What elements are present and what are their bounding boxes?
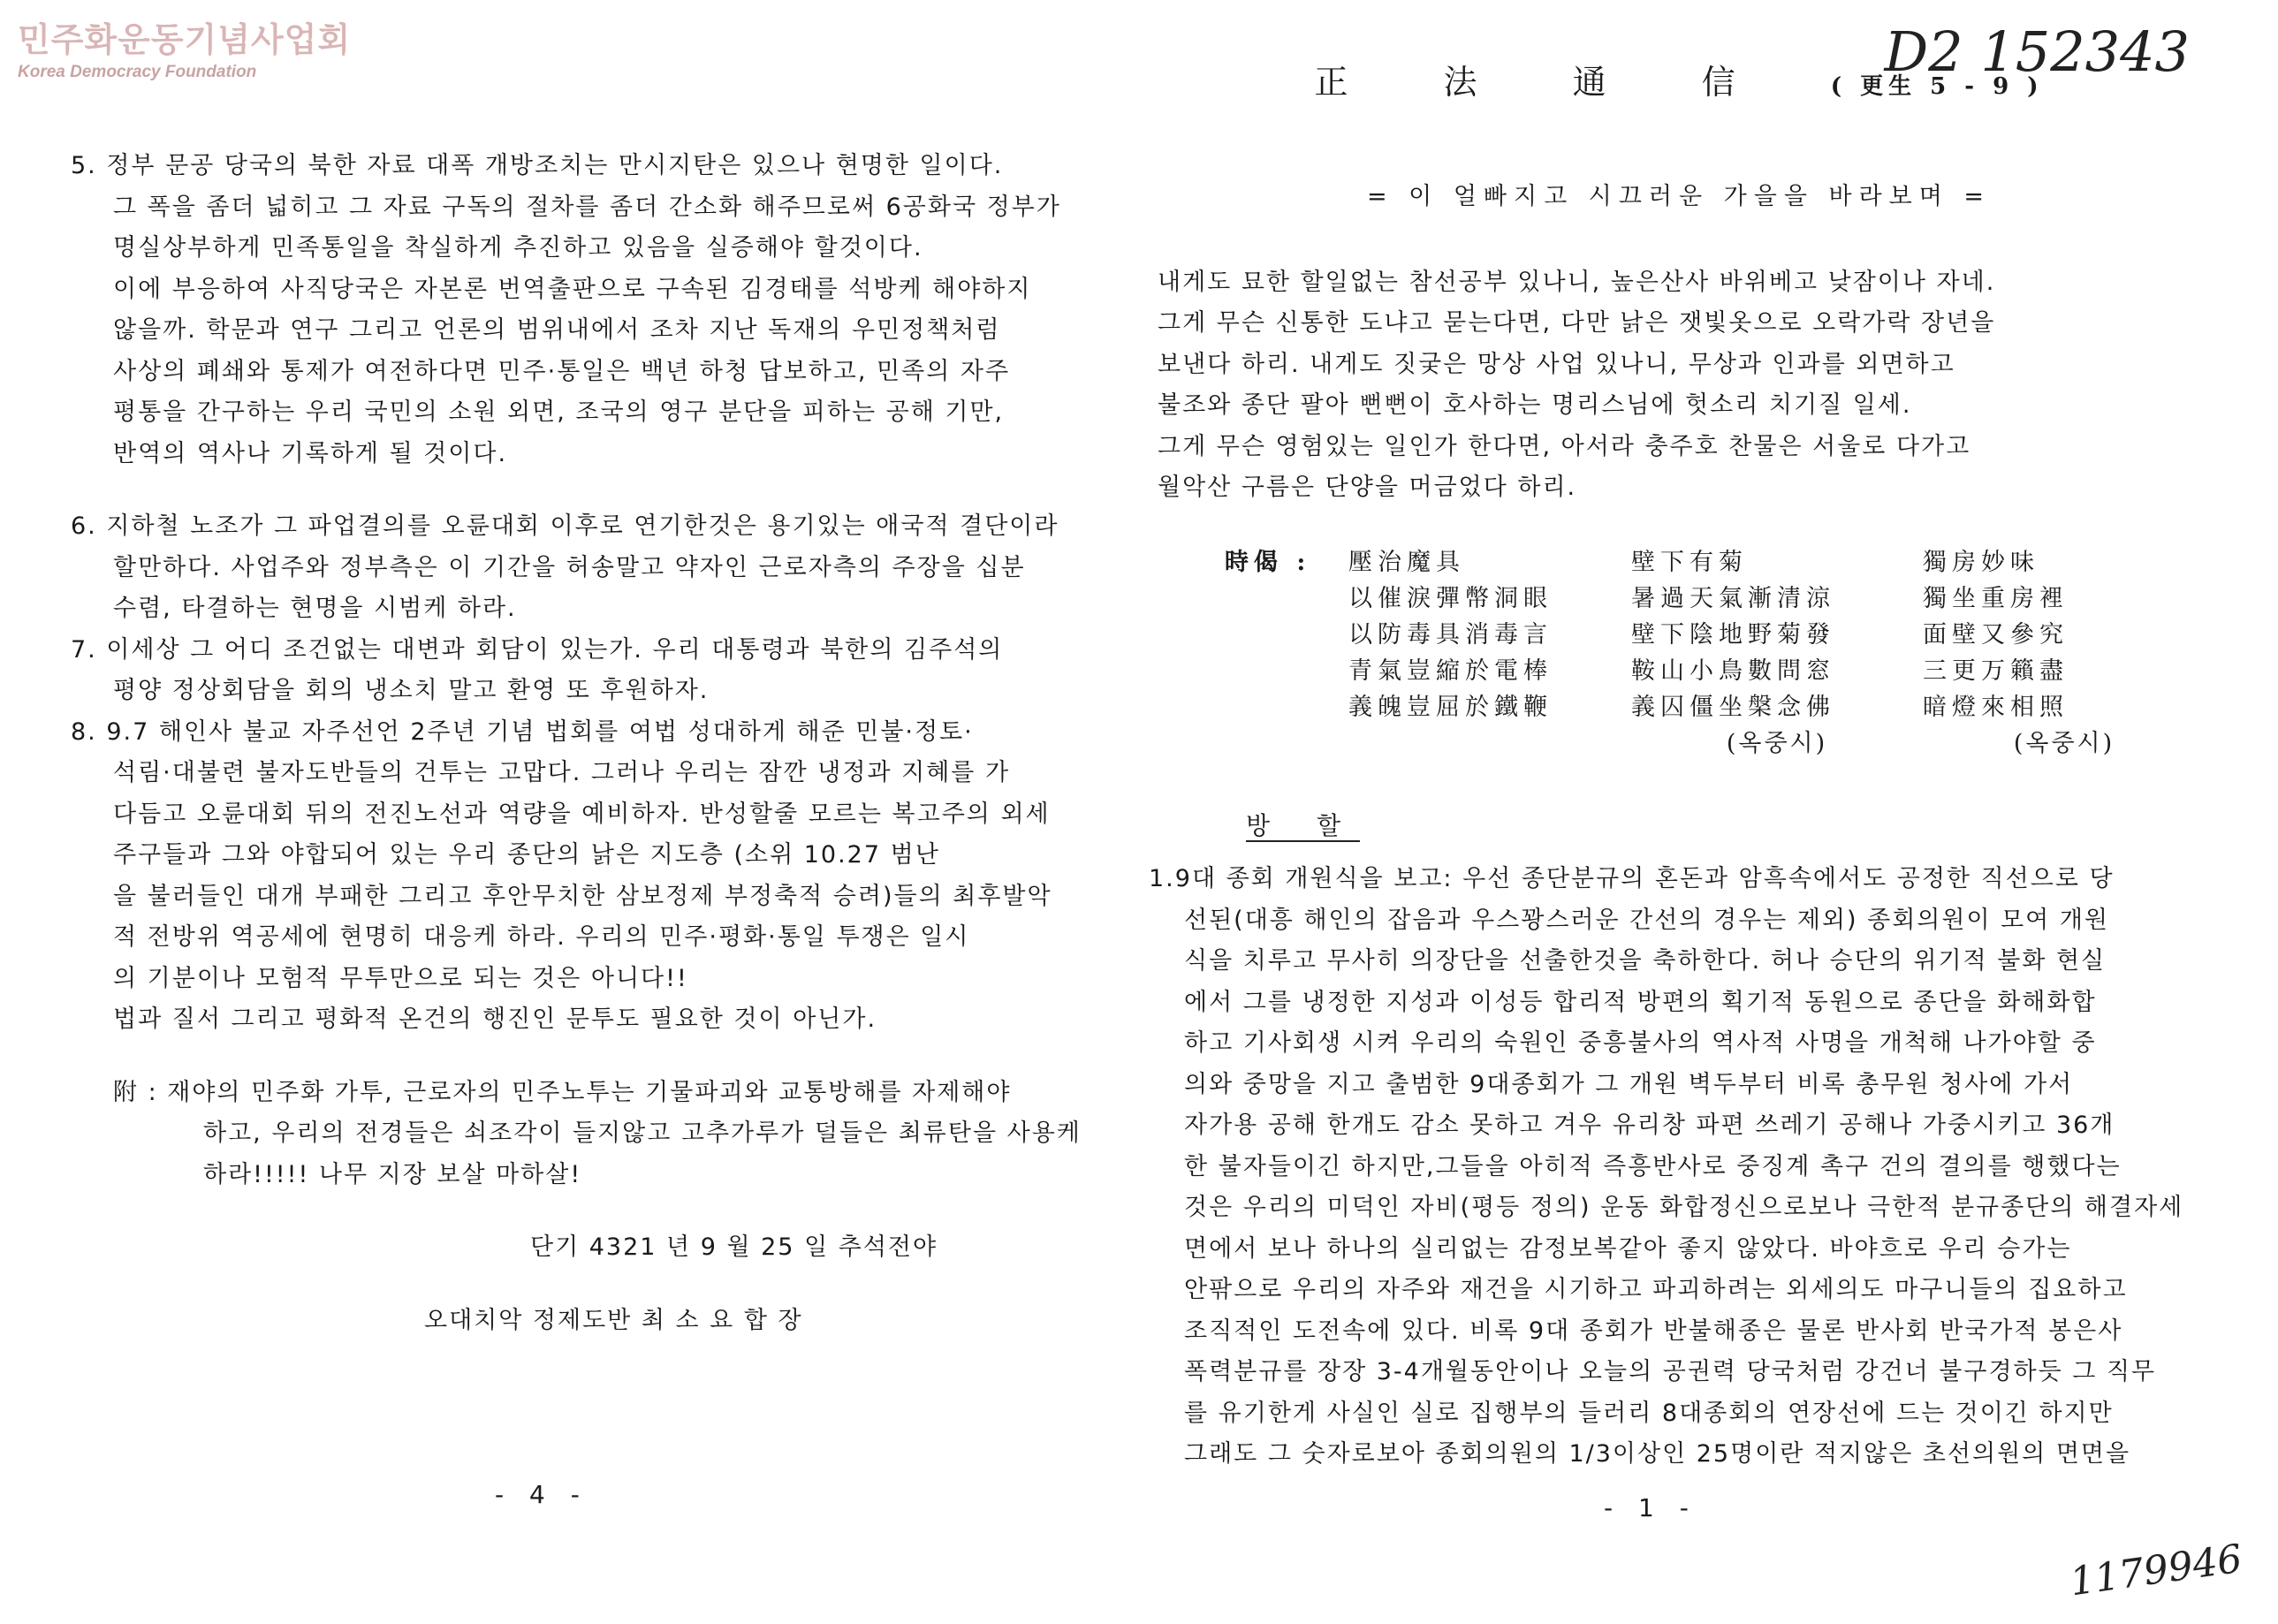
text-line: 한 불자들이긴 하지만,그들을 아히적 즉흥반사로 중징계 촉구 건의 결의를 행했다는 [1184, 1152, 2122, 1180]
page-number-right: - 1 - [1604, 1493, 1697, 1522]
sijo-label: 時偈 : [1225, 548, 1311, 576]
text-line: 주구들과 그와 야합되어 있는 우리 종단의 낡은 지도층 (소위 10.27 범난 [113, 841, 940, 869]
right-page [1149, 62, 2200, 1476]
section-heading [1246, 806, 2200, 847]
poem-line: 불조와 종단 팔아 뻔뻔이 호사하는 명리스님에 헛소리 치기질 일세. [1158, 391, 1912, 419]
text-line: 하고, 우리의 전경들은 쇠조각이 들지않고 고추가루가 덜들은 최류탄을 사용케 [203, 1119, 1082, 1147]
newsletter-title [1158, 62, 2200, 141]
sijo-column [1923, 544, 2206, 762]
text-line: 평양 정상회담을 회의 냉소치 말고 환영 또 후원하자. [113, 677, 710, 704]
text-line: 폭력분규를 장장 3-4개월동안이나 오늘의 공권력 당국처럼 강건너 불구경하듯 그 직무 [1184, 1358, 2157, 1385]
sijo-column [1348, 544, 1631, 762]
poem-line: 내게도 묘한 할일없는 참선공부 있나니, 높은산사 바위베고 낮잠이나 자네. [1158, 268, 1996, 296]
text-line: 의 기분이나 모험적 무투만으로 되는 것은 아니다!! [113, 964, 688, 992]
text-line: 명실상부하게 민족통일을 착실하게 추진하고 있음을 실증해야 할것이다. [113, 234, 923, 262]
section-body [1149, 859, 2200, 1476]
sijo-line: 壁下陰地野菊發 [1631, 620, 1835, 649]
text-line: 식을 치루고 무사히 의장단을 선출한것을 축하한다. 허나 승단의 위기적 불화 현실 [1184, 947, 2107, 975]
sijo-column [1631, 544, 1923, 762]
poem-line: 보낸다 하리. 내게도 짓궂은 망상 사업 있나니, 무상과 인과를 외면하고 [1158, 350, 1955, 378]
text-line: 적 전방위 역공세에 현명히 대응케 하라. 우리의 민주·평화·통일 투쟁은 일시 [113, 923, 970, 951]
text-line: 하고 기사회생 시켜 우리의 숙원인 중흥불사의 역사적 사명을 개척해 나가야할 중 [1184, 1029, 2097, 1057]
watermark-english: Korea Democracy Foundation [18, 63, 257, 81]
text-line: 것은 우리의 미덕인 자비(평등 정의) 운동 화합정신으로보나 극한적 분규종단의 해결자세 [1184, 1194, 2184, 1221]
title-issue: ( 更生 5 - 9 ) [1830, 73, 2044, 100]
sijo-line: 獨房妙味 [1923, 548, 2039, 576]
text-line: 의와 중망을 지고 출범한 9대종회가 그 개원 벽두부터 비록 총무원 청사에 가서 [1184, 1070, 2074, 1098]
text-line: 5. 정부 문공 당국의 북한 자료 대폭 개방조치는 만시지탄은 있으나 현명한 일이다. [71, 152, 1004, 179]
archive-stamp-top: D2 152343 [1884, 19, 2190, 84]
watermark [18, 12, 351, 82]
text-line: 자가용 공해 한개도 감소 못하고 겨우 유리창 파편 쓰레기 공해나 가중시키고 36개 [1184, 1112, 2115, 1139]
archive-stamp-bottom: 1179946 [2067, 1536, 2245, 1605]
date-line: 단기 4321 년 9 월 25 일 추석전야 [530, 1233, 938, 1261]
sijo-line: 壁下有菊 [1631, 548, 1748, 576]
text-line: 이에 부응하여 사직당국은 자본론 번역출판으로 구속된 김경태를 석방케 해야하지 [113, 275, 1032, 303]
text-line: 반역의 역사나 기록하게 될 것이다. [113, 439, 508, 467]
sijo-block [1225, 544, 2200, 762]
text-line: 다듬고 오륜대회 뒤의 전진노선과 역량을 예비하자. 반성할줄 모르는 복고주의 외세 [113, 800, 1051, 828]
text-line: 1.9대 종회 개원식을 보고: 우선 종단분규의 혼돈과 암흑속에서도 공정한 직선으로 당 [1149, 865, 2115, 892]
text-line: 않을까. 학문과 연구 그리고 언론의 범위내에서 조차 지난 독재의 우민정책처럼 [113, 316, 1001, 344]
text-line: 석림·대불련 불자도반들의 건투는 고맙다. 그러나 우리는 잠깐 냉정과 지혜를 가 [113, 759, 1011, 786]
text-line: 8. 9.7 해인사 불교 자주선언 2주년 기념 법회를 여법 성대하게 해준 민불·정토· [71, 717, 974, 746]
sijo-source: (옥중시) [1726, 729, 1828, 757]
text-line: 할만하다. 사업주와 정부측은 이 기간을 허송말고 약자인 근로자측의 주장을 십분 [113, 553, 1026, 581]
sijo-line: 鞍山小鳥數問窓 [1631, 656, 1835, 685]
page-number-left: - 4 - [495, 1480, 588, 1509]
text-line: 조직적인 도전속에 있다. 비록 9대 종회가 반불해종은 물론 반사회 반국가적 봉은사 [1184, 1317, 2123, 1345]
text-line: 안팎으로 우리의 자주와 재건을 시기하고 파괴하려는 외세의도 마구니들의 집요하고 [1184, 1276, 2128, 1303]
text-line: 를 유기한게 사실인 실로 집행부의 들러리 8대종회의 연장선에 드는 것이긴 하지만 [1184, 1399, 2114, 1427]
sijo-line: 暑過天氣漸清涼 [1631, 584, 1835, 612]
sijo-line: 面壁又參究 [1923, 620, 2069, 649]
text-line: 6. 지하철 노조가 그 파업결의를 오륜대회 이후로 연기한것은 용기있는 애국적 결단이라 [71, 512, 1059, 540]
text-line: 7. 이세상 그 어디 조건없는 대변과 회담이 있는가. 우리 대통령과 북한의 김주석의 [71, 635, 1004, 664]
text-line: 附 : 재야의 민주화 가투, 근로자의 민주노투는 기물파괴와 교통방해를 자제해야 [113, 1078, 1012, 1106]
sijo-line: 義囚僵坐槃念佛 [1631, 693, 1835, 721]
section-heading-text: 방 할 [1246, 810, 1360, 840]
text-line: 면에서 보나 하나의 실리없는 감정보복같아 좋지 않았다. 바야흐로 우리 승가는 [1184, 1234, 2072, 1263]
sijo-line: 壓治魔具 [1348, 548, 1465, 576]
left-page [71, 146, 1113, 1341]
text-line: 에서 그를 냉정한 지성과 이성등 합리적 방편의 획기적 동원으로 종단을 화해화합 [1184, 988, 2097, 1016]
sijo-line: 以防毒具消毒言 [1348, 620, 1553, 649]
sijo-line: 義魄豈屈於鐵鞭 [1348, 693, 1553, 721]
text-line: 수렴, 타결하는 현명을 시범케 하라. [113, 595, 517, 622]
text-line: 법과 질서 그리고 평화적 온건의 행진인 문투도 필요한 것이 아닌가. [113, 1006, 877, 1033]
sijo-source: (옥중시) [2013, 729, 2115, 757]
text-line: 그래도 그 숫자로보아 종회의원의 1/3이상인 25명이란 적지않은 초선의원의 면면을 [1184, 1440, 2131, 1468]
watermark-korean: 민주화운동기념사업회 [18, 20, 352, 59]
poem-line: 그게 무슨 영험있는 일인가 한다면, 아서라 충주호 찬물은 서울로 다가고 [1158, 432, 1971, 460]
subtitle: = 이 얼빠지고 시끄러운 가을을 바라보며 = [1366, 183, 1992, 210]
title-text: 正 法 通 信 [1314, 63, 1778, 102]
sijo-line: 獨坐重房裡 [1923, 584, 2069, 612]
text-line: 평통을 간구하는 우리 국민의 소원 외면, 조국의 영구 분단을 피하는 공해 기만, [113, 398, 1005, 426]
sijo-line: 青氣豈縮於電棒 [1348, 656, 1553, 685]
sijo-line: 以催淚彈幣洞眼 [1348, 584, 1553, 612]
poem-line: 그게 무슨 신통한 도냐고 묻는다면, 다만 낡은 잿빛옷으로 오락가락 장년을 [1158, 309, 1996, 337]
sijo-line: 暗燈來相照 [1923, 693, 2069, 721]
text-line: 그 폭을 좀더 넓히고 그 자료 구독의 절차를 좀더 간소화 해주므로써 6공화국 정부가 [113, 193, 1061, 221]
poem-line: 월악산 구름은 단양을 머금었다 하리. [1158, 474, 1577, 501]
signature-line: 오대치악 정제도반 최 소 요 합 장 [424, 1306, 803, 1334]
text-line: 사상의 폐쇄와 통제가 여전하다면 민주·통일은 백년 하청 답보하고, 민족의 자주 [113, 357, 1011, 385]
poem [1158, 262, 2200, 509]
sijo-line: 三更万籟盡 [1923, 656, 2069, 685]
text-line: 을 불러들인 대개 부패한 그리고 후안무치한 삼보정제 부정축적 승려)들의 최후발악 [113, 882, 1052, 910]
text-line: 선된(대흥 해인의 잡음과 우스꽝스러운 간선의 경우는 제외) 종회의원이 모여 개원 [1184, 906, 2110, 934]
text-line: 하라!!!!! 나무 지장 보살 마하살! [203, 1160, 582, 1188]
